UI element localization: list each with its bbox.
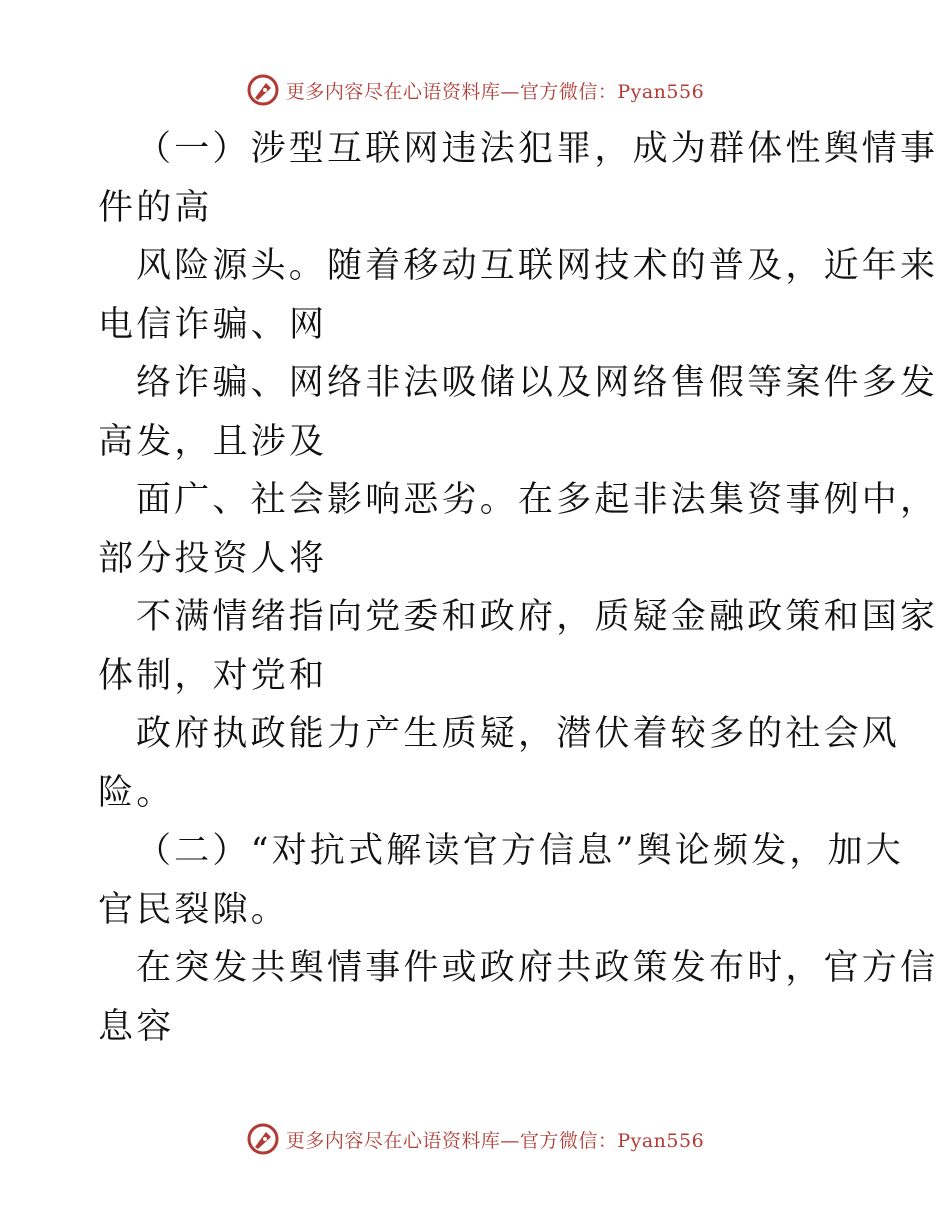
paragraph-line: 面广、社会影响恶劣。在多起非法集资事例中， (136, 480, 939, 520)
footer-watermark (0, 1119, 950, 1159)
paragraph-line: 体制，对党和 (98, 655, 328, 696)
paragraph-line: （一）涉型互联网违法犯罪，成为群体性舆情事 (136, 129, 939, 169)
footer-watermark-text: 更多内容尽在心语资料库—官方微信：Pyan556 (285, 1129, 705, 1152)
paragraph (98, 588, 939, 705)
paragraph-line: 电信诈骗、网 (98, 304, 328, 345)
paragraph-line: 官民裂隙。 (98, 889, 290, 930)
paragraph-line: 部分投资人将 (98, 538, 328, 579)
paragraph-line: （二）“对抗式解读官方信息”舆论频发，加大 (136, 831, 904, 871)
paragraph (98, 822, 904, 939)
paragraph-line: 件的高 (98, 187, 213, 228)
document-body (98, 120, 939, 1056)
paragraph (98, 120, 939, 237)
paragraph (98, 471, 939, 588)
paragraph-line: 险。 (98, 772, 175, 813)
paragraph (98, 705, 901, 822)
paragraph-line: 高发，且涉及 (98, 421, 328, 462)
paragraph-line: 络诈骗、网络非法吸储以及网络售假等案件多发 (136, 363, 939, 403)
paragraph-line: 息容 (98, 1006, 175, 1047)
paragraph (98, 237, 939, 354)
paragraph (98, 354, 939, 471)
header-watermark-text: 更多内容尽在心语资料库—官方微信：Pyan556 (285, 80, 705, 103)
pen-nib-logo-icon (246, 73, 280, 107)
header-watermark (0, 70, 950, 110)
paragraph-line: 政府执政能力产生质疑，潜伏着较多的社会风 (136, 714, 901, 754)
paragraph-line: 风险源头。随着移动互联网技术的普及，近年来 (136, 246, 939, 286)
paragraph-line: 在突发共舆情事件或政府共政策发布时，官方信 (136, 948, 939, 988)
pen-nib-logo-icon (246, 1122, 280, 1156)
paragraph-line: 不满情绪指向党委和政府，质疑金融政策和国家 (136, 597, 939, 637)
paragraph (98, 939, 939, 1056)
